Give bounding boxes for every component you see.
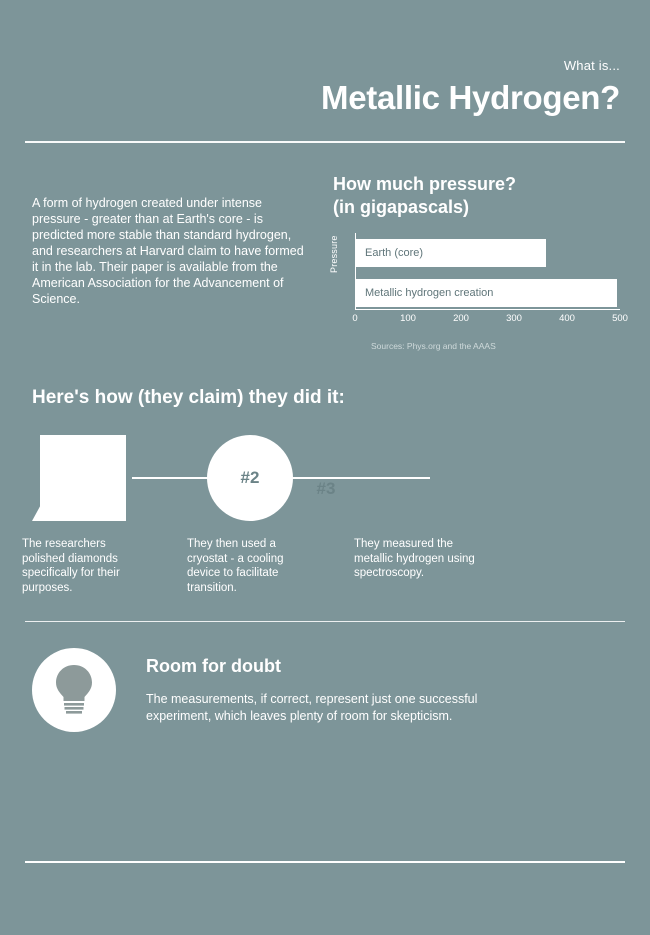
step-3-shape: [32, 435, 336, 521]
step-3-caption: They measured the metallic hydrogen using spectroscopy.: [354, 538, 475, 579]
chart-tick-0: 0: [352, 313, 358, 324]
chart-bar-metallic-hydrogen: [356, 279, 617, 307]
step-2-badge: #2: [240, 468, 260, 487]
step-1-caption: The researchers polished diamonds specifically for their purposes.: [22, 538, 120, 594]
chart-plot: [355, 233, 620, 309]
page-header: [0, 0, 650, 117]
chart-tick-3: 300: [506, 313, 522, 324]
chart-tick-4: 400: [559, 313, 575, 324]
chart-bar-label-0: Earth (core): [365, 247, 424, 259]
pressure-chart: [329, 173, 628, 351]
steps-divider: [25, 621, 625, 622]
chart-tick-1: 100: [400, 313, 416, 324]
step-1-badge: #1: [73, 468, 93, 487]
footer-divider: [25, 861, 625, 863]
steps-captions: [22, 537, 620, 607]
steps-title: Here's how (they claim) they did it:: [32, 387, 345, 408]
intro-section: [0, 173, 650, 351]
header-eyebrow: What is...: [563, 58, 620, 73]
chart-x-ticks: [352, 313, 628, 329]
chart-title-line1: How much pressure?: [333, 174, 517, 194]
chart-title-line2: (in gigapascals): [333, 197, 470, 217]
page-title: Metallic Hydrogen?: [321, 79, 620, 116]
step-2-caption: They then used a cryostat - a cooling device to facilitate transition.: [187, 538, 284, 594]
chart-x-axis: [355, 309, 620, 310]
chart-bar-earth-core: [356, 239, 546, 267]
doubt-title: Room for doubt: [146, 656, 281, 676]
doubt-section: [0, 644, 650, 738]
doubt-text: The measurements, if correct, represent just one successful experiment, which leaves plenty of room for skepticism.: [146, 692, 478, 723]
chart-area: [329, 233, 628, 329]
chart-tick-2: 200: [453, 313, 469, 324]
chart-sources: Sources: Phys.org and the AAAS: [371, 341, 496, 351]
steps-graphic: [32, 435, 620, 521]
intro-paragraph: A form of hydrogen created under intense pressure - greater than at Earth's core - is predicted more stable than standard hydrogen, and researchers at Harvard claim to have formed it in the lab. Their paper is available from the American Association for the Advancement of Science.: [32, 196, 304, 306]
header-divider: [25, 141, 625, 143]
chart-y-axis-label: Pressure: [329, 235, 339, 273]
step-2-shape: [207, 435, 293, 521]
lightbulb-icon: [32, 648, 116, 732]
step-3-badge: #3: [316, 479, 336, 498]
steps-section: [0, 387, 650, 607]
chart-tick-5: 500: [612, 313, 628, 324]
doubt-body: [146, 644, 536, 738]
chart-title: [333, 173, 620, 219]
chart-bar-label-1: Metallic hydrogen creation: [365, 287, 494, 299]
triangle-icon: [32, 435, 126, 521]
